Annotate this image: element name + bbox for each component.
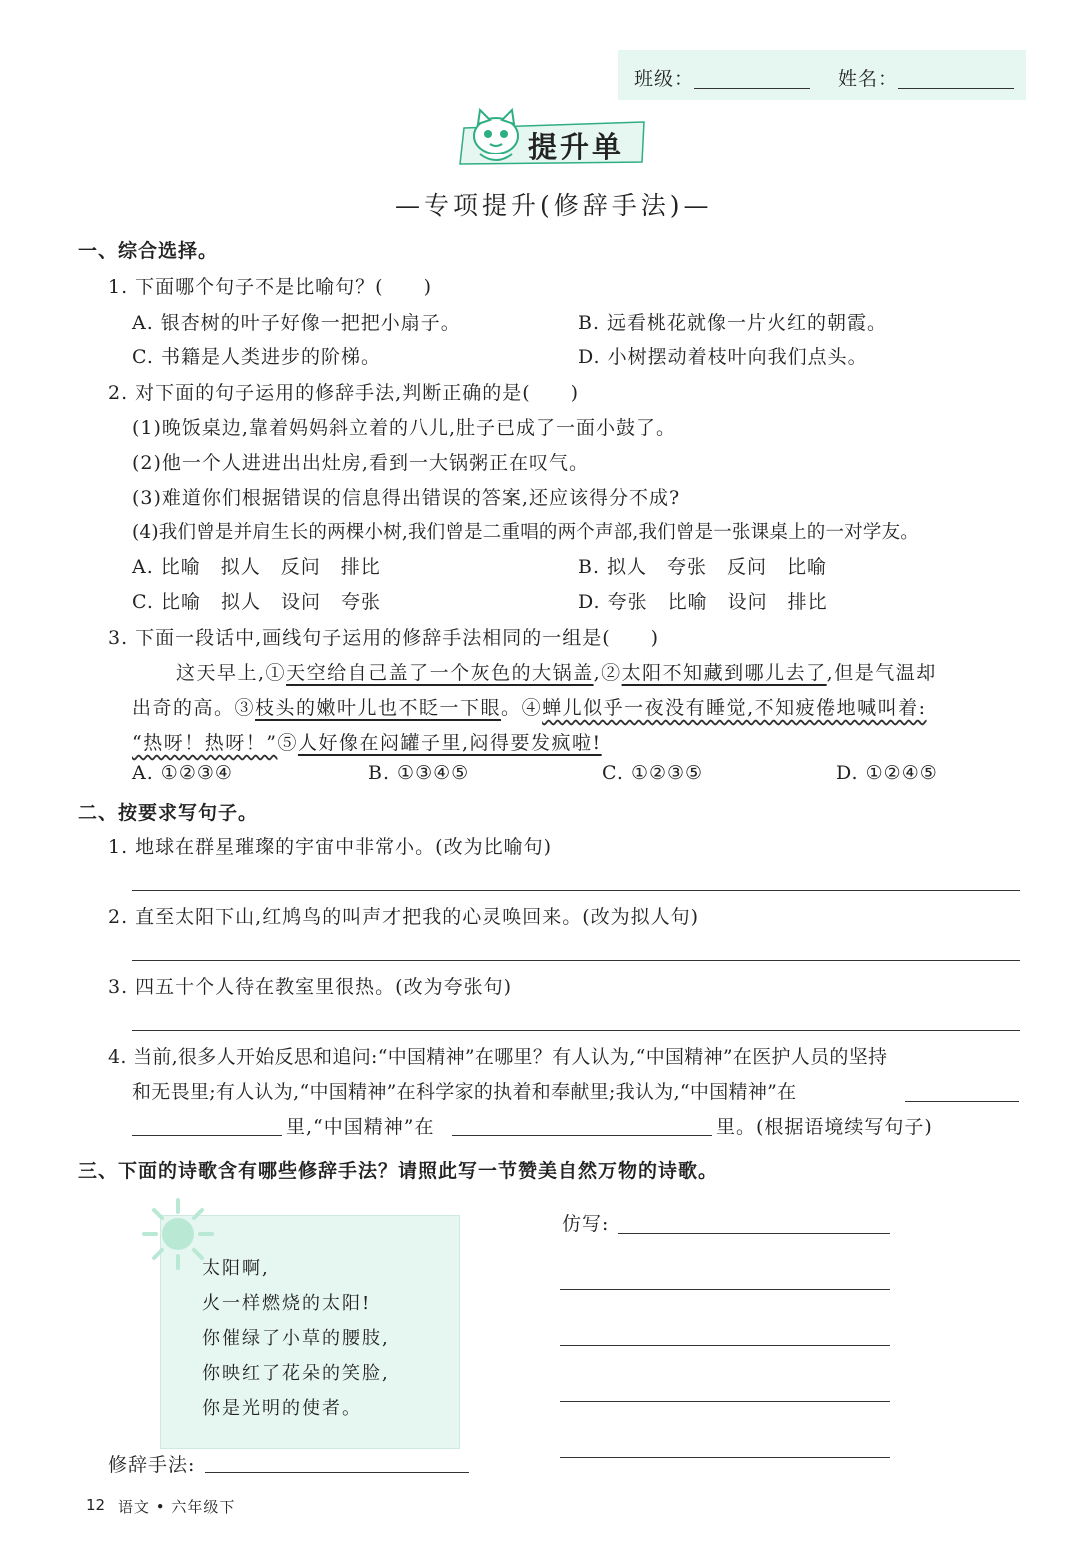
class-label: 班级： [634,68,695,90]
book-label: 语文 • 六年级下 [118,1498,236,1516]
s2-q2-answer-line[interactable] [132,960,1020,961]
imitate-label: 仿写: [562,1213,610,1235]
q3-option-a[interactable]: A. ①②③④ [132,762,233,784]
q2-stem: 2. 对下面的句子运用的修辞手法,判断正确的是( ) [108,382,580,404]
q2-option-b[interactable]: B. 拟人 夸张 反问 比喻 [578,556,828,578]
imitate-line-2[interactable] [560,1289,890,1290]
s2-q1: 1. 地球在群星璀璨的宇宙中非常小。(改为比喻句) [108,836,552,858]
q2-option-a[interactable]: A. 比喻 拟人 反问 排比 [132,556,381,578]
s2-q1-answer-line[interactable] [132,890,1020,891]
page-subtitle: —专项提升(修辞手法)— [395,191,713,220]
badge-title: 提升单 [528,130,625,164]
section-2-title: 二、按要求写句子。 [78,802,259,824]
s2-q3: 3. 四五十个人待在教室里很热。(改为夸张句) [108,976,512,998]
q3-option-b[interactable]: B. ①③④⑤ [368,762,470,784]
poem-line-3: 你催绿了小草的腰肢, [202,1328,390,1349]
q2-sentence-1: (1)晚饭桌边,靠着妈妈斜立着的八儿,肚子已成了一面小鼓了。 [132,417,676,439]
q1-option-b[interactable]: B. 远看桃花就像一片火红的朝霞。 [578,312,888,334]
q2-option-c[interactable]: C. 比喻 拟人 设问 夸张 [132,591,381,613]
page-number: 12 [86,1496,106,1514]
q2-option-d[interactable]: D. 夸张 比喻 设问 排比 [578,591,828,613]
name-field[interactable] [898,88,1014,89]
s2-q4-line-1: 4. 当前,很多人开始反思和追问:“中国精神”在哪里？有人认为,“中国精神”在医护人员的坚持 [108,1046,888,1068]
s2-q4-line-3a: 里,“中国精神”在 [286,1116,435,1138]
underline-3: 枝头的嫩叶儿也不眨一下眼 [255,697,502,719]
q2-sentence-4: (4)我们曾是并肩生长的两棵小树,我们曾是二重唱的两个声部,我们曾是一张课桌上的一对学友。 [132,522,919,543]
s2-q4-blank-2[interactable] [132,1135,282,1136]
underline-2: 太阳不知藏到哪儿去了 [621,662,827,684]
wavy-underline-4b: “热呀！热呀！” [132,732,278,754]
imitate-line-3[interactable] [560,1345,890,1346]
q1-option-c[interactable]: C. 书籍是人类进步的阶梯。 [132,346,381,368]
s2-q4-blank-3[interactable] [452,1135,712,1136]
q2-sentence-3: (3)难道你们根据错误的信息得出错误的答案,还应该得分不成? [132,487,681,509]
s2-q2: 2. 直至太阳下山,红鸠鸟的叫声才把我的心灵唤回来。(改为拟人句) [108,906,700,928]
q3-passage-line-2: 出奇的高。③枝头的嫩叶儿也不眨一下眼。④蝉儿似乎一夜没有睡觉,不知疲倦地喊叫着: [132,697,927,719]
wavy-underline-4a: 蝉儿似乎一夜没有睡觉,不知疲倦地喊叫着: [542,697,927,719]
s2-q4-blank-1[interactable] [905,1101,1019,1102]
rhetoric-label: 修辞手法: [108,1454,196,1476]
rhetoric-answer-line[interactable] [205,1472,469,1473]
q3-passage-line-3: “热呀！热呀！”⑤人好像在闷罐子里,闷得要发疯啦! [132,732,602,754]
q1-option-a[interactable]: A. 银杏树的叶子好像一把把小扇子。 [132,312,461,334]
poem-line-5: 你是光明的使者。 [202,1398,362,1419]
s2-q3-answer-line[interactable] [132,1030,1020,1031]
q2-sentence-2: (2)他一个人进进出出灶房,看到一大锅粥正在叹气。 [132,452,589,474]
s2-q4-line-3b: 里。(根据语境续写句子) [716,1116,933,1138]
section-1-title: 一、综合选择。 [78,240,219,262]
s2-q4-line-2: 和无畏里;有人认为,“中国精神”在科学家的执着和奉献里;我认为,“中国精神”在 [132,1081,797,1103]
underline-1: 天空给自己盖了一个灰色的大锅盖 [286,662,594,684]
cat-mascot-icon [466,108,526,168]
underline-5: 人好像在闷罐子里,闷得要发疯啦! [297,732,602,754]
section-3-title: 三、下面的诗歌含有哪些修辞手法？请照此写一节赞美自然万物的诗歌。 [78,1160,719,1182]
q3-stem: 3. 下面一段话中,画线句子运用的修辞手法相同的一组是( ) [108,627,660,649]
class-field[interactable] [694,88,810,89]
q3-passage-line-1: 这天早上,①天空给自己盖了一个灰色的大锅盖,②太阳不知藏到哪儿去了,但是气温却 [176,662,937,684]
imitate-line-5[interactable] [560,1457,890,1458]
q3-option-c[interactable]: C. ①②③⑤ [602,762,704,784]
q1-stem: 1. 下面哪个句子不是比喻句？( ) [108,276,432,298]
q3-option-d[interactable]: D. ①②④⑤ [836,762,938,784]
poem-line-2: 火一样燃烧的太阳! [202,1293,372,1314]
imitate-line-4[interactable] [560,1401,890,1402]
imitate-line-1[interactable] [618,1233,890,1234]
poem-line-1: 太阳啊, [202,1258,270,1279]
poem-line-4: 你映红了花朵的笑脸, [202,1363,390,1384]
name-label: 姓名： [838,68,899,90]
q1-option-d[interactable]: D. 小树摆动着枝叶向我们点头。 [578,346,868,368]
